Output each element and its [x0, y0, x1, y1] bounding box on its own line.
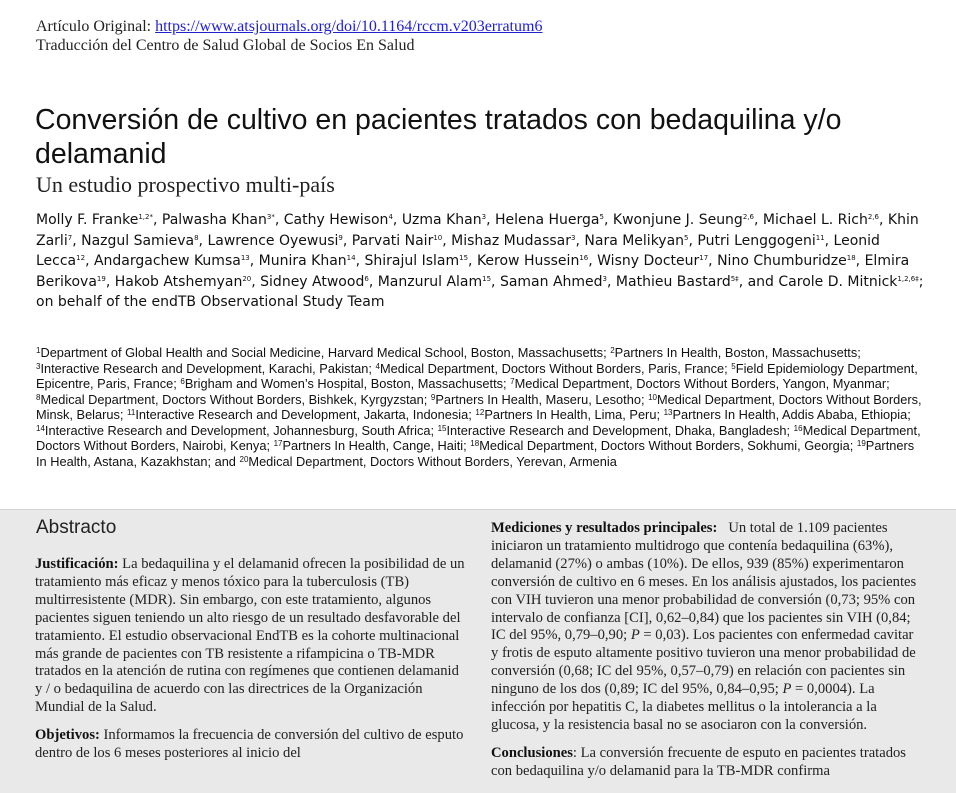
affiliation-text: Partners In Health, Astana, Kazakhstan — [36, 438, 915, 469]
affiliation-number: 14 — [36, 423, 45, 433]
conclusiones-paragraph: Conclusiones: La conversión frecuente de esputo en pacientes tratados con bedaquilina y/o delamanid para la TB-MDR confirma — [491, 744, 906, 779]
affiliation-number: 19 — [856, 439, 866, 448]
author-name: Kerow Hussein — [476, 253, 580, 270]
p-value-symbol: P — [782, 681, 792, 698]
author-affiliation-marker: 10 — [433, 233, 443, 242]
justificacion-label: Justificación: — [35, 556, 119, 572]
affiliation-number: 1 — [36, 346, 41, 355]
author-affiliation-marker: 19 — [96, 274, 106, 283]
affiliation-text: Partners In Health, Cange, Haiti — [282, 438, 464, 453]
author-group-note: ; on behalf of the endTB Observational Study Team — [36, 273, 924, 311]
author-name: Saman Ahmed — [499, 273, 603, 290]
author-affiliation-marker: 5 — [599, 213, 604, 221]
affiliation-text: Interactive Research and Development, Dhaka, Bangladesh — [446, 422, 787, 438]
affiliation-number: 18 — [470, 439, 480, 448]
author-name: Molly F. Franke — [36, 212, 139, 228]
author-name: Nazgul Samieva — [81, 232, 195, 249]
p-value-symbol: P — [630, 627, 640, 644]
article-doi-link[interactable]: https://www.atsjournals.org/doi/10.1164/rccm.v203erratum6 — [155, 18, 543, 35]
affiliation-number: 4 — [375, 361, 380, 371]
author-affiliation-marker: 3* — [266, 213, 275, 221]
affiliation-text: Medical Department, Doctors Without Borders, Yangon, Myanmar — [514, 376, 887, 391]
author-affiliation-marker: 20 — [242, 274, 252, 283]
author-list: Molly F. Franke$^{1,2*}$, Palwasha Khan$^{3*}$, Cathy Hewison$^4$, Uzma Khan$^3$, Helena Huerga$^5$, Kwonjune J. Seung$^{2,6}$, Michael L. Rich$^{2,6}$, Khin Zarli$^7$, Nazgul Samieva$^8$, Lawrence Oyewusi$^9$, Parvati Nair$^{10}$, Mishaz Mudassar$^3$, Nara Melikyan$^5$, Putri Lenggogeni$^{11}$, Leonid Lecca$^{12}$, Andargachew Kumsa$^{13}$, Munira Khan$^{14}$, Shirajul Islam$^{15}$, Kerow Hussein$^{16}$, Wisny Docteur$^{17}$, Nino Chumburidze$^{18}$, Elmira Berikova$^{19}$, Hakob Atshemyan$^{20}$, Sidney Atwood$^6$, Manzurul Alam$^{15}$, Saman Ahmed$^3$, Mathieu Bastard$^{5\ddagger}$, and Carole D. Mitnick$^{1,2,6\ddagger}$; on behalf of the endTB Observational Study Team — [36, 212, 924, 311]
affiliation-text: Medical Department, Doctors Without Borders, Yerevan, Armenia — [248, 453, 617, 469]
author-name: Uzma Khan — [401, 212, 482, 228]
affiliation-number: 10 — [648, 392, 657, 402]
author-name: Nino Chumburidze — [717, 253, 847, 270]
author-affiliation-marker: 16 — [579, 254, 589, 263]
affiliation-number: 3 — [36, 361, 41, 371]
affiliation-text: Medical Department, Doctors Without Borders, Minsk, Belarus — [36, 391, 922, 422]
affiliation-number: 6 — [180, 377, 185, 386]
mediciones-text-a: Un total de 1.109 pacientes iniciaron un tratamiento multidrogo que contenía bedaquilina (63%), delamanid (27%) o ambas (10%). De ellos, 939 (85%) experimentaron conversión de cultivo en 6 meses. En los análisis ajustados, los pacientes con VIH tuvieron una menor probabilidad de conversión (0,73; 95% con intervalo de confianza [CI], 0,62–0,84) que los pacientes sin VIH (0,84; IC del 95%, 0,79–0,90; — [491, 520, 917, 644]
translation-credit: Traducción del Centro de Salud Global de Socios En Salud — [36, 37, 415, 54]
abstract-right-column — [491, 520, 923, 791]
objetivos-label: Objetivos: — [35, 727, 100, 744]
affiliation-number: 16 — [793, 423, 803, 433]
affiliation-number: 15 — [437, 423, 447, 433]
article-label: Artículo Original: — [36, 18, 156, 35]
mediciones-text-b: = 0,03). Los pacientes con enfermedad cavitar y frotis de esputo altamente positivo tuvieron una menor probabilidad de conversión (0,68; IC del 95%, 0,57–0,79) en relación con pacientes sin ninguno de los dos (0,89; IC del 95%, 0,84–0,95; — [491, 627, 916, 698]
abstract-left-column — [35, 556, 465, 773]
justificacion-paragraph — [35, 556, 465, 717]
author-name: Shirajul Islam — [364, 253, 460, 270]
author-affiliation-marker: 8 — [194, 233, 199, 242]
author-name: Parvati Nair — [351, 232, 434, 249]
author-affiliation-marker: 15 — [482, 274, 492, 283]
objetivos-paragraph — [35, 727, 465, 763]
mediciones-text-c: = 0,0004). La infección por hepatitis C, la diabetes mellitus o la intolerancia a la glucosa, y la resistencia basal no se asociaron con la conversión. — [491, 681, 877, 733]
paper-title: Conversión de cultivo en pacientes tratados con bedaquilina y/o delamanid — [35, 104, 842, 170]
affiliation-text: Partners In Health, Addis Ababa, Ethiopia — [672, 407, 908, 422]
author-affiliation-marker: 17 — [699, 254, 709, 263]
affiliation-number: 8 — [36, 392, 41, 402]
article-reference — [36, 17, 542, 36]
affiliation-number: 7 — [510, 377, 515, 386]
affiliation-number: 11 — [127, 408, 136, 417]
affiliation-text: Interactive Research and Development, Johannesburg, South Africa — [44, 422, 431, 438]
affiliation-text: Partners In Health, Boston, Massachusetts — [614, 345, 858, 360]
author-name: Palwasha Khan — [161, 212, 267, 228]
author-affiliation-marker: 3 — [571, 233, 576, 242]
author-affiliation-marker: 1,2,6‡ — [897, 274, 919, 283]
author-name: Putri Lenggogeni — [697, 232, 816, 249]
affiliation-number: 13 — [663, 408, 673, 417]
author-affiliation-marker: 13 — [240, 254, 250, 263]
affiliation-text: Medical Department, Doctors Without Borders, Paris, France — [379, 360, 725, 376]
affiliation-number: 2 — [610, 346, 615, 355]
author-name: Mishaz Mudassar — [451, 232, 572, 249]
abstract-heading: Abstracto — [36, 517, 117, 538]
author-affiliation-marker: 11 — [815, 233, 825, 242]
mediciones-paragraph: Mediciones y resultados principales: Un total de 1.109 pacientes iniciaron un tratamiento multidrogo que contenía bedaquilina (63%), delamanid (27%) o ambas (10%). De ellos, 939 (85%) experimentaron conversión de cultivo en 6 meses. En los análisis ajustados, los pacientes con VIH tuvieron una menor probabilidad de conversión (0,73; 95% con intervalo de confianza [CI], 0,62–0,84) que los pacientes sin VIH (0,84; IC del 95%, 0,79–0,90; P = 0,03). Los pacientes con enfermedad cavitar y frotis de esputo altamente positivo tuvieron una menor probabilidad de conversión (0,68; IC del 95%, 0,57–0,79) en relación con pacientes sin ninguno de los dos (0,89; IC del 95%, 0,84–0,95; P = 0,0004). La infección por hepatitis C, la diabetes mellitus o la intolerancia a la glucosa, y la resistencia basal no se asociaron con la conversión. — [491, 520, 917, 733]
author-name: Lawrence Oyewusi — [207, 232, 339, 249]
author-name: Khin Zarli — [36, 212, 919, 249]
affiliation-number: 20 — [239, 454, 249, 464]
author-name: Sidney Atwood — [260, 273, 365, 290]
author-name: Mathieu Bastard — [615, 273, 731, 290]
affiliation-number: 9 — [430, 392, 436, 402]
justificacion-text: La bedaquilina y el delamanid ofrecen la posibilidad de un tratamiento más eficaz y menos tóxico para la tuberculosis (TB) multirresistente (MDR). Sin embargo, con este tratamiento, algunos pacientes siguen teniendo un alto riesgo de un resultado desfavorable del tratamiento. El estudio observacional EndTB es la cohorte multinacional más grande de pacientes con TB resistente a rifampicina o TB-MDR tratados en la atención de rutina con regímenes que contienen delamanid y / o bedaquilina de acuerdo con las directrices de la Organización Mundial de la Salud. — [35, 556, 465, 716]
author-affiliation-marker: 9 — [338, 233, 343, 242]
author-affiliation-marker: 1,2* — [138, 213, 153, 221]
author-name: Munira Khan — [258, 253, 347, 270]
author-name: Carole D. Mitnick — [778, 273, 898, 290]
author-affiliation-marker: 3 — [481, 213, 487, 221]
mediciones-label: Mediciones y resultados principales — [491, 520, 713, 536]
author-affiliation-marker: 4 — [388, 213, 393, 221]
author-affiliation-marker: 5 — [684, 233, 689, 242]
author-affiliation-marker: 6 — [364, 274, 369, 283]
affiliation-and: and — [214, 453, 240, 469]
affiliation-text: Field Epidemiology Department, Epicentre, Paris, France — [36, 360, 918, 391]
author-affiliation-marker: 7 — [67, 233, 73, 242]
article-header — [36, 17, 542, 55]
affiliation-number: 5 — [731, 361, 736, 371]
author-name: Hakob Atshemyan — [114, 273, 243, 290]
author-and: and — [747, 273, 779, 290]
affiliation-text: Medical Department, Doctors Without Borders, Sokhumi, Georgia — [479, 438, 850, 453]
author-name: Nara Melikyan — [584, 232, 685, 249]
affiliation-text: Interactive Research and Development, Karachi, Pakistan — [40, 360, 369, 376]
affiliation-number: 12 — [475, 408, 485, 417]
affiliation-list: $^1$Department of Global Health and Social Medicine, Harvard Medical School, Boston, Massachusetts; $^2$Partners In Health, Boston, Massachusetts; $^3$Interactive Research and Development, Karachi, Pakistan; $^4$Medical Department, Doctors Without Borders, Paris, France; $^5$Field Epidemiology Department, Epicentre, Paris, France; $^6$Brigham and Women’s Hospital, Boston, Massachusetts; $^7$Medical Department, Doctors Without Borders, Yangon, Myanmar; $^8$Medical Department, Doctors Without Borders, Bishkek, Kyrgyzstan; $^9$Partners In Health, Maseru, Lesotho; $^{10}$Medical Department, Doctors Without Borders, Minsk, Belarus; $^{11}$Interactive Research and Development, Jakarta, Indonesia; $^{12}$Partners In Health, Lima, Peru; $^{13}$Partners In Health, Addis Ababa, Ethiopia; $^{14}$Interactive Research and Development, Johannesburg, South Africa; $^{15}$Interactive Research and Development, Dhaka, Bangladesh; $^{16}$Medical Department, Doctors Without Borders, Nairobi, Kenya; $^{17}$Partners In Health, Cange, Haiti; $^{18}$Medical Department, Doctors Without Borders, Sokhumi, Georgia; $^{19}$Partners In Health, Astana, Kazakhstan; and $^{20}$Medical Department, Doctors Without Borders, Yerevan, Armenia — [36, 345, 922, 469]
affiliation-text: Brigham and Women’s Hospital, Boston, Massachusetts — [184, 376, 504, 391]
affiliation-number: 17 — [273, 439, 283, 448]
author-name: Cathy Hewison — [283, 212, 389, 228]
author-name: Andargachew Kumsa — [93, 253, 241, 270]
author-affiliation-marker: 2,6 — [742, 213, 754, 221]
affiliation-text: Partners In Health, Lima, Peru — [484, 407, 657, 422]
author-name: Leonid Lecca — [36, 232, 880, 270]
author-affiliation-marker: 12 — [76, 254, 86, 263]
affiliation-text: Department of Global Health and Social Medicine, Harvard Medical School, Boston, Massachusetts — [40, 345, 604, 360]
author-name: Elmira Berikova — [36, 253, 910, 290]
author-affiliation-marker: 3 — [602, 274, 608, 283]
author-affiliation-marker: 14 — [346, 254, 356, 263]
conclusiones-label: Conclusiones — [491, 744, 573, 761]
author-name: Manzurul Alam — [377, 273, 483, 290]
paper-subtitle: Un estudio prospectivo multi-país — [36, 172, 335, 197]
author-name: Michael L. Rich — [762, 212, 868, 228]
objetivos-text: Informamos la frecuencia de conversión del cultivo de esputo dentro de los 6 meses posteriores al inicio del — [35, 727, 464, 762]
conclusiones-text: La conversión frecuente de esputo en pacientes tratados con bedaquilina y/o delamanid para la TB-MDR confirma — [491, 744, 906, 779]
affiliation-text: Interactive Research and Development, Jakarta, Indonesia — [135, 407, 469, 422]
author-affiliation-marker: 5‡ — [730, 274, 739, 283]
author-affiliation-marker: 2,6 — [867, 213, 879, 221]
affiliation-text: Medical Department, Doctors Without Borders, Bishkek, Kyrgyzstan — [40, 391, 424, 407]
author-name: Wisny Docteur — [597, 253, 700, 270]
author-name: Helena Huerga — [494, 212, 600, 228]
author-name: Kwonjune J. Seung — [612, 212, 743, 228]
author-affiliation-marker: 15 — [459, 254, 469, 263]
affiliation-text: Partners In Health, Maseru, Lesotho — [435, 391, 641, 407]
affiliation-text: Medical Department, Doctors Without Borders, Nairobi, Kenya — [36, 422, 921, 453]
author-affiliation-marker: 18 — [846, 254, 856, 263]
